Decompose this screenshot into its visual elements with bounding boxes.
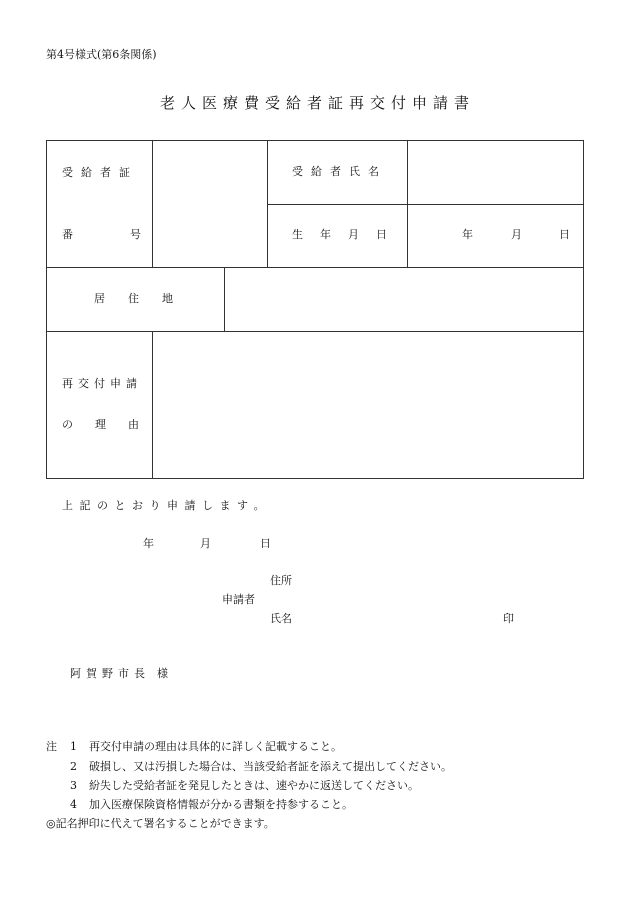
date-day-label: 日	[260, 537, 271, 550]
reason-label-2: の理由	[62, 418, 161, 431]
residence-field[interactable]	[230, 272, 578, 326]
date-month-label: 月	[200, 537, 211, 550]
application-statement: 上記のとおり申請します。	[62, 499, 272, 512]
applicant-label: 申請者	[222, 593, 255, 606]
note-text: 加入医療保険資格情報が分かる書類を持参すること。	[89, 798, 353, 811]
recipient-name-field[interactable]	[412, 145, 578, 199]
note-number: 2	[70, 760, 77, 773]
cert-number-label-go: 号	[130, 228, 141, 241]
birth-month-label: 月	[511, 228, 522, 241]
reason-field[interactable]	[158, 336, 578, 473]
form-number: 第4号様式(第6条関係)	[46, 48, 157, 61]
cert-number-field[interactable]	[160, 150, 260, 258]
addressee-name: 阿賀野市長	[70, 667, 150, 680]
birth-year-label: 年	[462, 228, 473, 241]
cert-number-label: 受給者証	[62, 166, 138, 179]
note-text: 紛失した受給者証を発見したときは、速やかに返送してください。	[89, 779, 419, 792]
notes-prefix: 注	[46, 740, 57, 753]
note-number: 3	[70, 779, 77, 792]
birthdate-label: 生年月日	[292, 228, 404, 241]
note-text: 破損し、又は汚損した場合は、当該受給者証を添えて提出してください。	[89, 760, 452, 773]
addressee-honorific: 様	[157, 667, 168, 680]
signature-note: ◎記名押印に代えて署名することができます。	[46, 817, 275, 830]
seal-label: 印	[503, 612, 514, 625]
applicant-address-label: 住所	[270, 574, 292, 587]
note-number: 4	[70, 798, 77, 811]
note-number: 1	[70, 740, 77, 753]
note-text: 再交付申請の理由は具体的に詳しく記載すること。	[89, 740, 342, 753]
date-year-label: 年	[143, 537, 154, 550]
page-title: 老人医療費受給者証再交付申請書	[160, 94, 476, 112]
cert-number-label-ban: 番	[62, 228, 73, 241]
residence-label: 居住地	[94, 292, 196, 305]
recipient-name-label: 受給者氏名	[292, 165, 387, 178]
birth-day-label: 日	[559, 228, 570, 241]
applicant-name-label: 氏名	[270, 612, 292, 625]
reason-label: 再交付申請	[62, 377, 142, 390]
